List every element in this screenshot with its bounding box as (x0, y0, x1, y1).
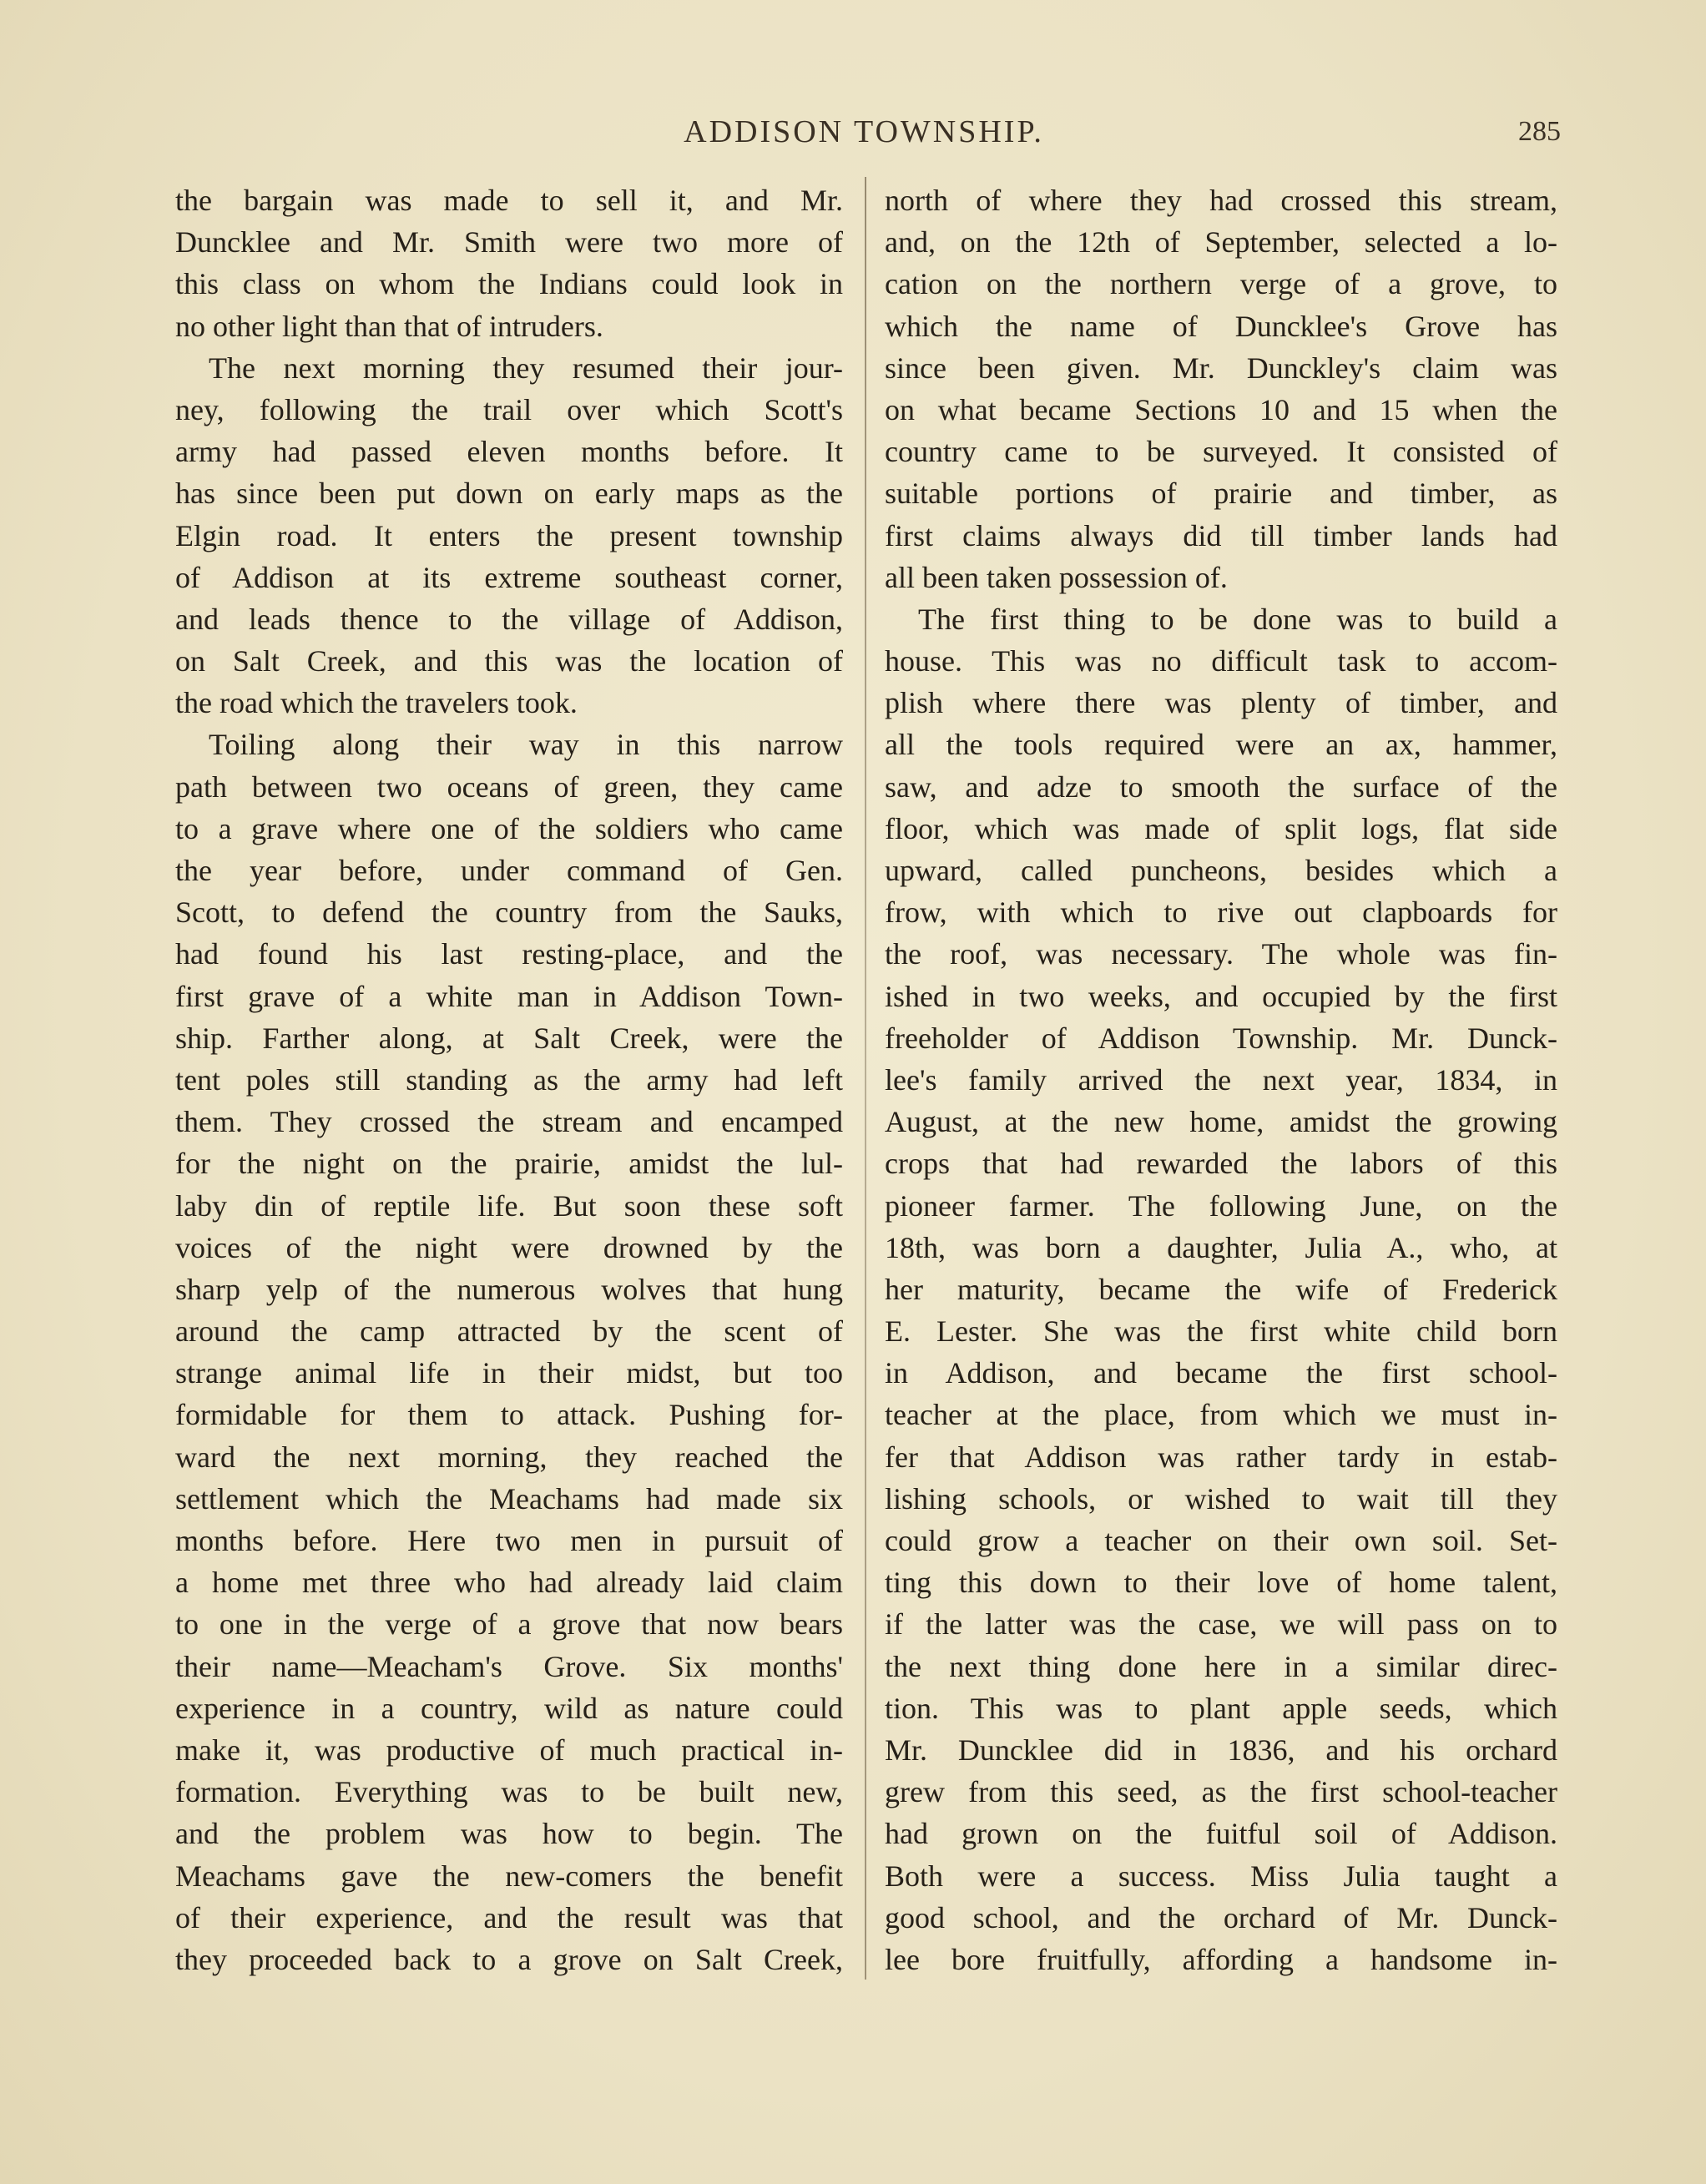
text-line: sharp yelp of the numerous wolves that hung (175, 1272, 843, 1306)
text-line: August, at the new home, amidst the growing (885, 1105, 1557, 1139)
text-line: lishing schools, or wished to wait till they (885, 1481, 1557, 1516)
text-line: on Salt Creek, and this was the location of (175, 644, 843, 678)
text-line: to one in the verge of a grove that now bears (175, 1607, 843, 1642)
text-line: the bargain was made to sell it, and Mr. (175, 184, 843, 217)
text-line: Both were a success. Miss Julia taught a (885, 1859, 1557, 1893)
text-line: Meachams gave the new-comers the benefit (175, 1859, 843, 1893)
text-line: months before. Here two men in pursuit of (175, 1524, 843, 1557)
text-line: Elgin road. It enters the present township (175, 518, 843, 552)
text-line: The first thing to be done was to build a (918, 602, 1557, 636)
text-line: of Addison at its extreme southeast corner, (175, 560, 843, 594)
running-title: ADDISON TOWNSHIP. (684, 114, 1044, 149)
text-line: floor, which was made of split logs, flat side (885, 811, 1557, 845)
text-line: formation. Everything was to be built new, (175, 1775, 843, 1809)
text-line: first claims always did till timber lands had (885, 518, 1557, 552)
text-line: Scott, to defend the country from the Sauks, (175, 895, 843, 930)
text-line: house. This was no difficult task to accom- (885, 644, 1557, 678)
text-line: experience in a country, wild as nature could (175, 1691, 843, 1725)
text-line: cation on the northern verge of a grove, to (885, 267, 1557, 301)
text-line: grew from this seed, as the first school-teacher (885, 1775, 1557, 1809)
text-line: all been taken possession of. (885, 560, 1228, 594)
text-line: them. They crossed the stream and encamped (175, 1105, 843, 1139)
text-line: The next morning they resumed their jour- (209, 351, 843, 385)
text-line: strange animal life in their midst, but too (175, 1356, 843, 1390)
text-line: all the tools required were an ax, hammer, (885, 728, 1557, 762)
text-line: army had passed eleven months before. It (175, 435, 843, 469)
text-line: of their experience, and the result was that (175, 1900, 843, 1934)
text-line: 18th, was born a daughter, Julia A., who, at (885, 1230, 1557, 1264)
text-line: the year before, under command of Gen. (175, 854, 843, 887)
text-line: frow, with which to rive out clapboards for (885, 895, 1557, 930)
text-line: north of where they had crossed this stream, (885, 184, 1557, 217)
text-line: ward the next morning, they reached the (175, 1440, 843, 1474)
text-line: if the latter was the case, we will pass on to (885, 1607, 1557, 1642)
text-line: a home met three who had already laid claim (175, 1566, 843, 1600)
text-line: her maturity, became the wife of Frederick (885, 1272, 1557, 1306)
text-line: in Addison, and became the first school- (885, 1356, 1557, 1390)
text-line: laby din of reptile life. But soon these soft (175, 1188, 843, 1223)
page-number: 285 (1518, 116, 1561, 147)
text-line: which the name of Duncklee's Grove has (885, 309, 1557, 343)
text-line: first grave of a white man in Addison Town- (175, 979, 843, 1013)
text-line: suitable portions of prairie and timber, as (885, 477, 1557, 511)
text-line: upward, called puncheons, besides which a (885, 854, 1557, 887)
text-line: could grow a teacher on their own soil. Set- (885, 1524, 1557, 1557)
text-line: their name—Meacham's Grove. Six months' (175, 1649, 843, 1683)
text-line: Mr. Duncklee did in 1836, and his orchard (885, 1733, 1557, 1767)
text-column-right (885, 179, 1557, 1980)
text-line: E. Lester. She was the first white child born (885, 1314, 1557, 1349)
text-line: this class on whom the Indians could look in (175, 267, 843, 301)
text-line: lee's family arrived the next year, 1834, in (885, 1062, 1557, 1097)
text-line: lee bore fruitfully, affording a handsome in- (885, 1942, 1557, 1976)
text-line: saw, and adze to smooth the surface of the (885, 769, 1557, 804)
text-line: tent poles still standing as the army had left (175, 1062, 843, 1097)
text-line: voices of the night were drowned by the (175, 1230, 843, 1264)
column-divider (865, 177, 866, 1980)
text-line: ting this down to their love of home talent, (885, 1566, 1557, 1600)
text-line: around the camp attracted by the scent of (175, 1314, 843, 1349)
text-column-left (175, 179, 843, 1980)
text-line: teacher at the place, from which we must in- (885, 1398, 1557, 1432)
text-line: to a grave where one of the soldiers who came (175, 811, 843, 845)
text-line: Toiling along their way in this narrow (209, 728, 843, 762)
text-line: for the night on the prairie, amidst the lul- (175, 1147, 843, 1181)
text-line: crops that had rewarded the labors of this (885, 1147, 1557, 1181)
text-line: on what became Sections 10 and 15 when the (885, 392, 1557, 426)
text-line: ished in two weeks, and occupied by the first (885, 979, 1557, 1013)
text-line: good school, and the orchard of Mr. Dunck- (885, 1900, 1557, 1934)
text-line: tion. This was to plant apple seeds, which (885, 1691, 1557, 1725)
running-head (167, 107, 1561, 157)
text-line: path between two oceans of green, they came (175, 769, 843, 804)
text-line: freeholder of Addison Township. Mr. Dunck- (885, 1021, 1557, 1055)
text-line: no other light than that of intruders. (175, 309, 603, 343)
text-line: formidable for them to attack. Pushing for- (175, 1398, 843, 1432)
text-line: they proceeded back to a grove on Salt Creek, (175, 1942, 843, 1976)
text-line: Duncklee and Mr. Smith were two more of (175, 225, 843, 260)
text-line: the road which the travelers took. (175, 686, 578, 720)
text-line: and, on the 12th of September, selected a lo- (885, 225, 1557, 260)
text-line: country came to be surveyed. It consisted of (885, 435, 1557, 469)
text-line: and the problem was how to begin. The (175, 1817, 843, 1851)
text-line: the next thing done here in a similar direc- (885, 1649, 1557, 1683)
text-line: had grown on the fuitful soil of Addison. (885, 1817, 1557, 1851)
text-line: the roof, was necessary. The whole was fin- (885, 937, 1557, 971)
text-line: make it, was productive of much practical in- (175, 1733, 843, 1767)
text-line: settlement which the Meachams had made six (175, 1481, 843, 1516)
text-line: pioneer farmer. The following June, on the (885, 1188, 1557, 1223)
text-line: and leads thence to the village of Addison, (175, 602, 843, 636)
text-line: ney, following the trail over which Scott's (175, 392, 843, 426)
text-line: has since been put down on early maps as the (175, 477, 843, 511)
text-line: fer that Addison was rather tardy in estab- (885, 1440, 1557, 1474)
text-line: plish where there was plenty of timber, and (885, 686, 1557, 720)
text-line: had found his last resting-place, and the (175, 937, 843, 971)
text-line: since been given. Mr. Dunckley's claim was (885, 351, 1557, 385)
text-line: ship. Farther along, at Salt Creek, were the (175, 1021, 843, 1055)
